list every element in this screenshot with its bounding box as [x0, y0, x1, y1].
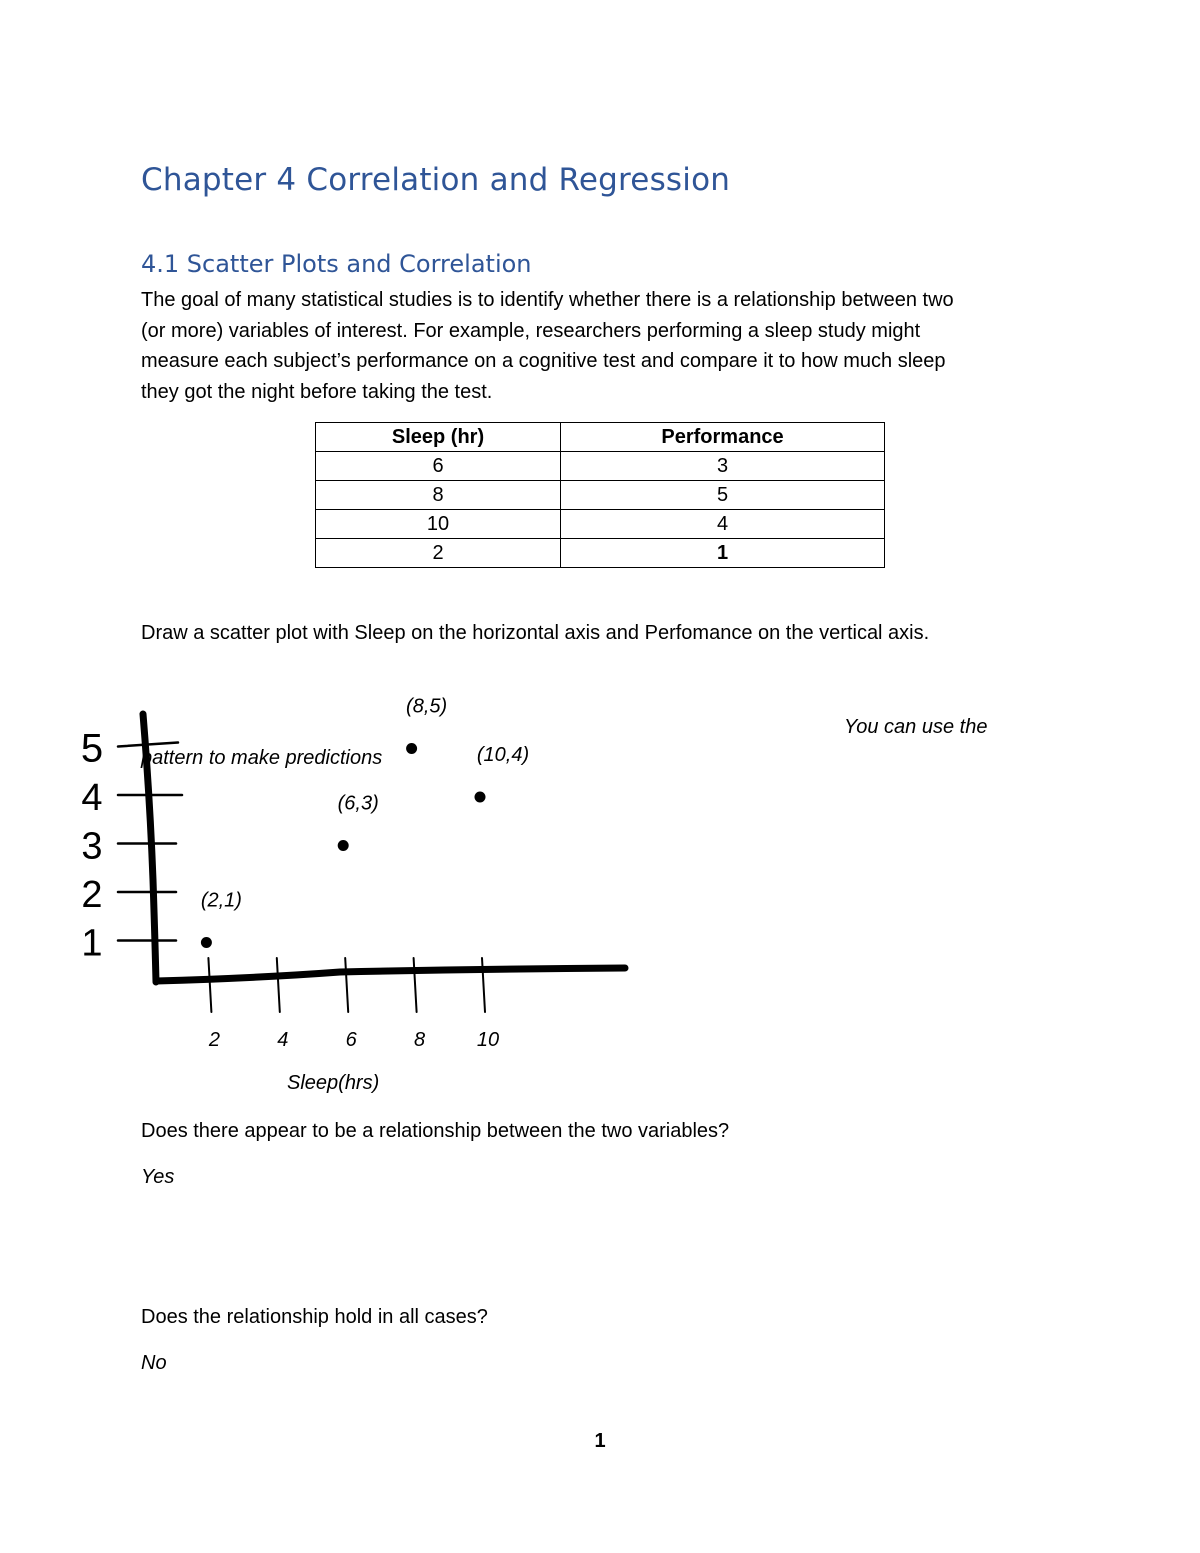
annotation-left: pattern to make predictions [141, 747, 383, 769]
question-2: Does the relationship hold in all cases? [141, 1306, 488, 1328]
y-tick-label: 4 [81, 777, 103, 819]
point-label: (10,4) [476, 744, 530, 766]
table-cell: 3 [561, 452, 885, 481]
x-tick-label: 6 [345, 1029, 357, 1051]
scatter-point [406, 743, 417, 754]
table-cell: 5 [561, 481, 885, 510]
table-cell: 4 [561, 510, 885, 539]
y-tick-label: 2 [81, 874, 103, 916]
y-tick-label: 3 [81, 825, 103, 868]
intro-line: The goal of many statistical studies is to identify whether there is a relationship between two [141, 289, 954, 311]
page-number: 1 [594, 1430, 606, 1452]
table-header-cell: Sleep (hr) [316, 423, 561, 452]
x-axis-line [156, 968, 625, 981]
x-axis-label: Sleep(hrs) [287, 1072, 380, 1094]
x-tick-mark [345, 958, 348, 1012]
answer-2: No [141, 1352, 167, 1374]
table-cell: 6 [316, 452, 561, 481]
point-label: (2,1) [200, 889, 242, 912]
point-label: (6,3) [337, 792, 379, 815]
intro-line: measure each subject’s performance on a cognitive test and compare it to how much sleep [141, 350, 946, 372]
scatter-point [201, 937, 212, 948]
x-tick-mark [208, 958, 211, 1012]
y-tick-label: 5 [80, 726, 104, 771]
question-1: Does there appear to be a relationship between the two variables? [141, 1120, 730, 1142]
answer-1: Yes [141, 1166, 175, 1188]
x-tick-mark [277, 958, 280, 1012]
table-cell: 8 [316, 481, 561, 510]
scatter-point [338, 840, 349, 851]
section-title: 4.1 Scatter Plots and Correlation [141, 250, 532, 278]
table-cell: 10 [316, 510, 561, 539]
table-cell: 2 [316, 539, 561, 568]
annotation-right: You can use the [844, 716, 988, 738]
plot-instruction: Draw a scatter plot with Sleep on the horizontal axis and Perfomance on the vertical axis. [141, 622, 930, 644]
y-tick-label: 1 [81, 922, 103, 965]
intro-line: they got the night before taking the test. [141, 380, 493, 403]
chapter-title: Chapter 4 Correlation and Regression [141, 162, 731, 198]
x-tick-label: 10 [476, 1029, 500, 1051]
table-header-cell: Performance [561, 423, 885, 452]
intro-line: (or more) variables of interest. For example, researchers performing a sleep study might [141, 319, 921, 342]
point-label: (8,5) [406, 695, 448, 718]
x-tick-label: 2 [208, 1029, 220, 1051]
scatter-point [475, 792, 486, 803]
x-tick-mark [414, 958, 417, 1012]
table-cell: 1 [561, 539, 885, 568]
x-tick-label: 4 [277, 1029, 289, 1051]
x-tick-label: 8 [414, 1029, 426, 1051]
